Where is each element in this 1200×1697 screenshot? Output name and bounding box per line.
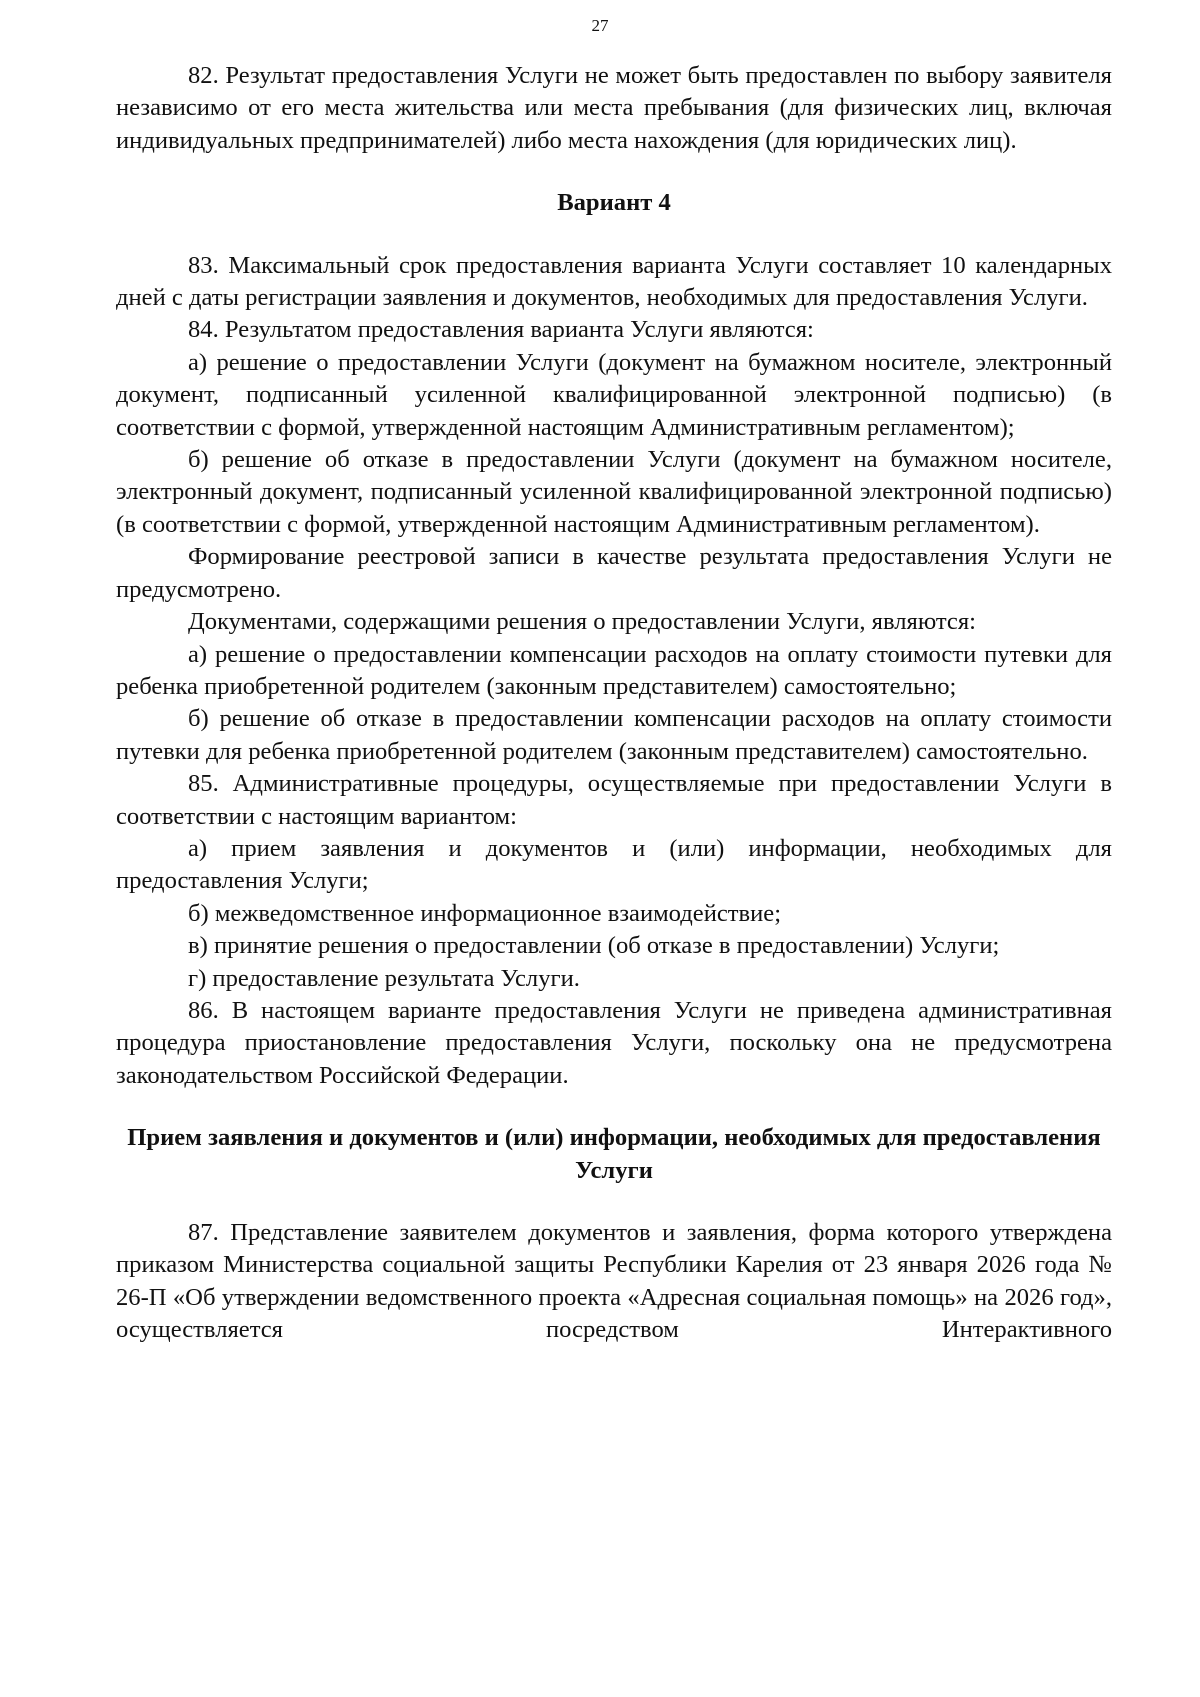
paragraph-84-a: а) решение о предоставлении Услуги (документ на бумажном носителе, электронный документ, подписанный усиленной квалифицированной электронной подписью) (в соответствии с формой, утвержденной настоящим Административным регламентом); (116, 348, 1112, 441)
paragraph-83: 83. Максимальный срок предоставления варианта Услуги составляет 10 календарных дней с даты регистрации заявления и документов, необходимых для предоставления Услуги. (116, 251, 1112, 312)
heading-variant-4: Вариант 4 (557, 189, 671, 217)
paragraph-84: 84. Результатом предоставления варианта Услуги являются: (188, 316, 814, 344)
paragraph-82: 82. Результат предоставления Услуги не может быть предоставлен по выбору заявителя независимо от его места жительства или места пребывания (для физических лиц, включая индивидуальных предпринимателей) либо места нахождения (для юридических лиц). (116, 62, 1112, 154)
paragraph-registry-record: Формирование реестровой записи в качестве результата предоставления Услуги не предусмотрено. (116, 543, 1112, 603)
paragraph-decision-documents-b: б) решение об отказе в предоставлении компенсации расходов на оплату стоимости путевки для ребенка приобретенной родителем (законным представителем) самостоятельно. (116, 705, 1112, 765)
heading-application-intake: Прием заявления и документов и (или) информации, необходимых для предоставления Услуги (127, 1124, 1101, 1184)
paragraph-decision-documents: Документами, содержащими решения о предоставлении Услуги, являются: (188, 608, 976, 636)
paragraph-87: 87. Представление заявителем документов и заявления, форма которого утверждена приказом Министерства социальной защиты Республики Карелия от 23 января 2026 года № 26-П «Об утверждении ведомственного проекта «Адресная социальная помощь» на 2026 год», осуществляется посредством Интерактивного (116, 1219, 1112, 1344)
page-number: 27 (591, 16, 609, 35)
paragraph-86: 86. В настоящем варианте предоставления Услуги не приведена административная процедура приостановление предоставления Услуги, поскольку она не предусмотрена законодательством Российской Федерации. (116, 996, 1112, 1089)
paragraph-85-a: а) прием заявления и документов и (или) информации, необходимых для предоставления Услуги; (116, 834, 1112, 895)
paragraph-85-c: в) принятие решения о предоставлении (об отказе в предоставлении) Услуги; (188, 932, 1000, 960)
paragraph-85-b: б) межведомственное информационное взаимодействие; (188, 899, 782, 927)
paragraph-decision-documents-a: а) решение о предоставлении компенсации расходов на оплату стоимости путевки для ребенка приобретенной родителем (законным представителем) самостоятельно; (116, 640, 1112, 700)
paragraph-85: 85. Административные процедуры, осуществляемые при предоставлении Услуги в соответствии с настоящим вариантом: (116, 770, 1112, 830)
paragraph-84-b: б) решение об отказе в предоставлении Услуги (документ на бумажном носителе, электронный документ, подписанный усиленной квалифицированной электронной подписью) (в соответствии с формой, утвержденной настоящим Административным регламентом). (116, 446, 1112, 538)
document-body (116, 60, 1112, 1347)
paragraph-85-d: г) предоставление результата Услуги. (188, 964, 580, 992)
